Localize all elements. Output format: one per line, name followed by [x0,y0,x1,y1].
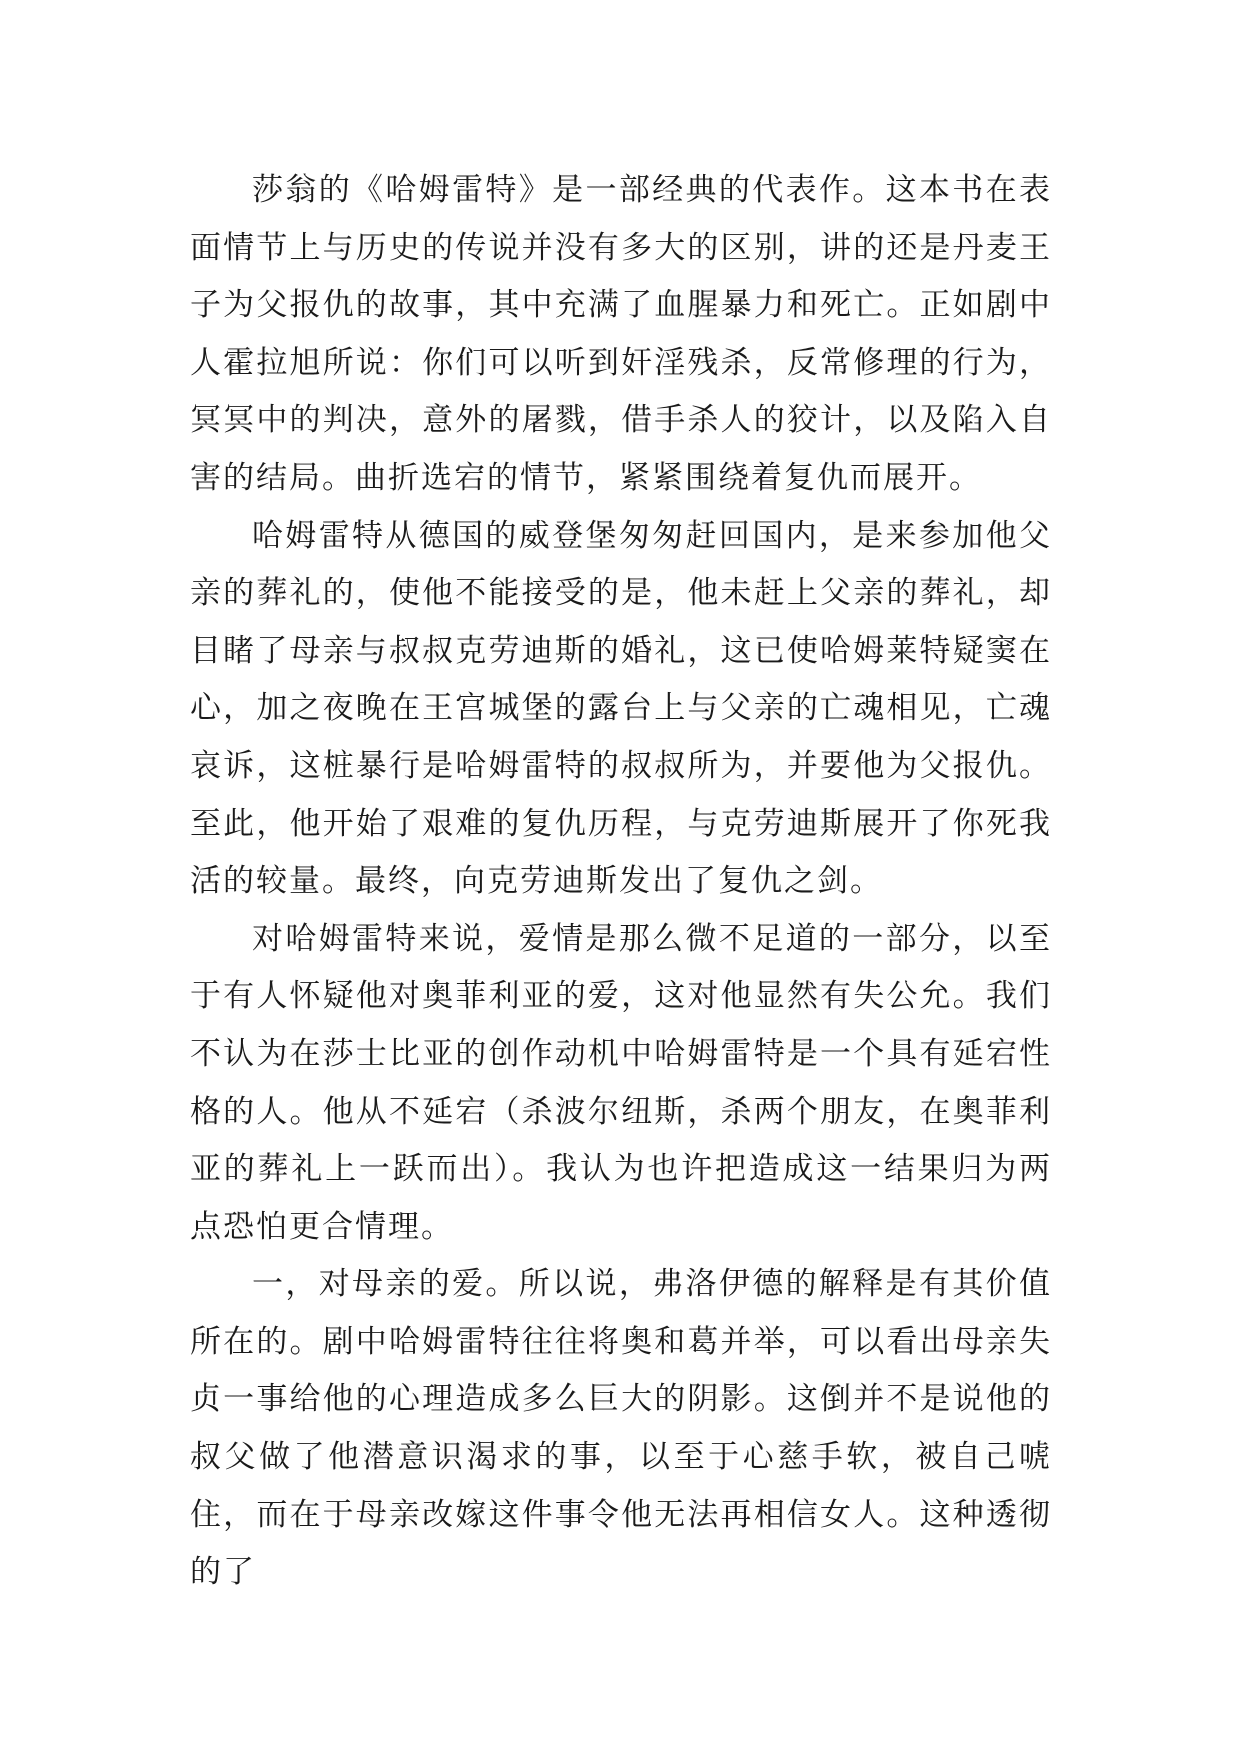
paragraph-3: 对哈姆雷特来说，爱情是那么微不足道的一部分，以至于有人怀疑他对奥菲利亚的爱，这对他显然有失公允。我们不认为在莎士比亚的创作动机中哈姆雷特是一个具有延宕性格的人。他从不延宕（杀波尔纽斯，杀两个朋友，在奥菲利亚的葬礼上一跃而出）。我认为也许把造成这一结果归为两点恐怕更合情理。 [190,920,1052,1245]
paragraph-4: 一，对母亲的爱。所以说，弗洛伊德的解释是有其价值所在的。剧中哈姆雷特往往将奥和葛并举，可以看出母亲失贞一事给他的心理造成多么巨大的阴影。这倒并不是说他的叔父做了他潜意识渴求的事，以至于心慈手软，被自己唬住，而在于母亲改嫁这件事令他无法再相信女人。这种透彻的了 [190,1266,1052,1591]
paragraph-2: 哈姆雷特从德国的威登堡匆匆赶回国内，是来参加他父亲的葬礼的，使他不能接受的是，他未赶上父亲的葬礼，却目睹了母亲与叔叔克劳迪斯的婚礼，这已使哈姆莱特疑窦在心，加之夜晚在王宫城堡的露台上与父亲的亡魂相见，亡魂哀诉，这桩暴行是哈姆雷特的叔叔所为，并要他为父报仇。至此，他开始了艰难的复仇历程，与克劳迪斯展开了你死我活的较量。最终，向克劳迪斯发出了复仇之剑。 [190,517,1052,900]
paragraph-1: 莎翁的《哈姆雷特》是一部经典的代表作。这本书在表面情节上与历史的传说并没有多大的区别，讲的还是丹麦王子为父报仇的故事，其中充满了血腥暴力和死亡。正如剧中人霍拉旭所说：你们可以听到奸淫残杀，反常修理的行为，冥冥中的判决，意外的屠戮，借手杀人的狡计，以及陷入自害的结局。曲折选宕的情节，紧紧围绕着复仇而展开。 [190,172,1052,496]
body-text [190,162,1052,1602]
